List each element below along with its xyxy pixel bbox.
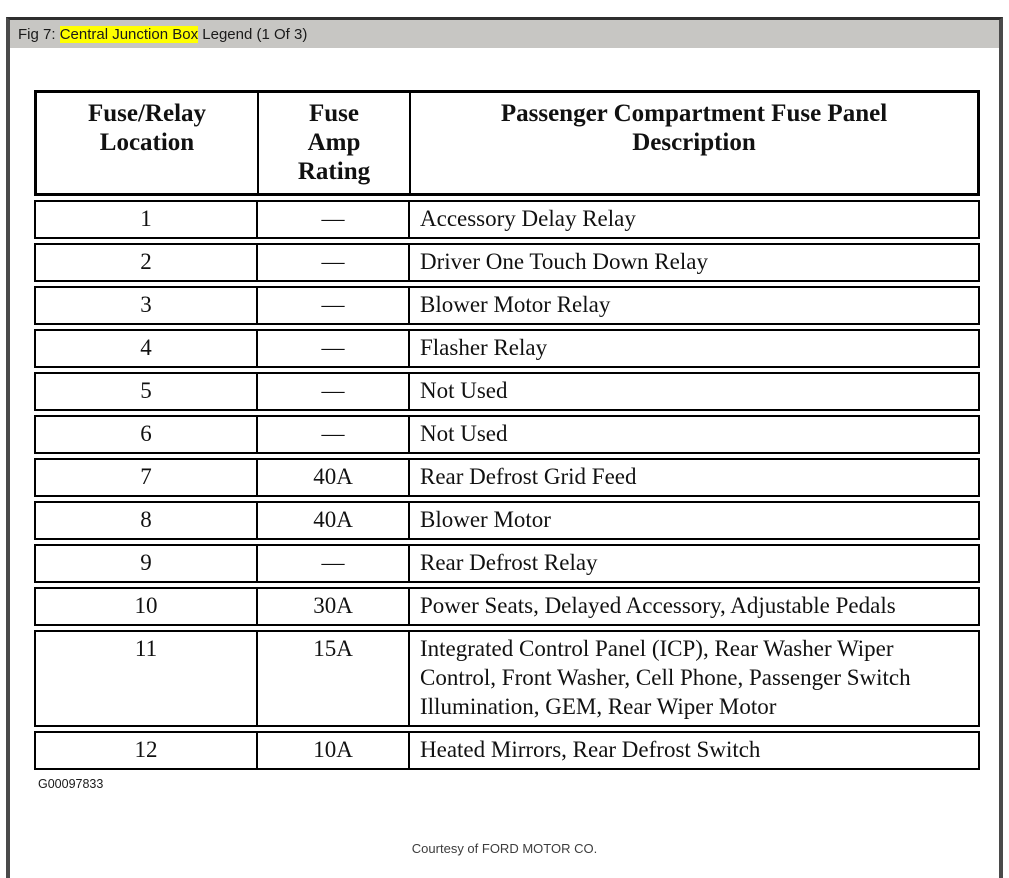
figure-title-prefix: Fig 7:: [18, 25, 60, 43]
fuse-amp-cell: 15A: [256, 632, 408, 725]
fuse-location-cell: 11: [134, 635, 158, 661]
description-cell: Flasher Relay: [408, 331, 978, 366]
header-fuse-amp-rating: [257, 93, 409, 193]
fuse-location-cell: 6: [140, 421, 152, 447]
table-row: [34, 458, 980, 497]
fuse-amp-cell: —: [256, 546, 408, 581]
table-row: [34, 630, 980, 727]
table-row: [34, 544, 980, 583]
header-line: Location: [99, 128, 195, 156]
fuse-location-cell: 7: [140, 464, 152, 490]
fuse-location-cell: 8: [140, 507, 152, 533]
fuse-amp-cell: —: [256, 331, 408, 366]
fuse-amp-cell: 40A: [256, 460, 408, 495]
fuse-location-cell: 5: [140, 378, 152, 404]
fuse-location-cell: 12: [134, 736, 158, 762]
figure-title-suffix: Legend (1 Of 3): [198, 25, 308, 43]
figure-title-highlight: Central Junction Box: [59, 25, 199, 43]
table-row: [34, 200, 980, 239]
description-cell: Not Used: [408, 417, 978, 452]
header-line: Description: [632, 128, 756, 156]
fuse-panel-legend-table: [34, 90, 980, 770]
table-row: [34, 329, 980, 368]
description-cell: Integrated Control Panel (ICP), Rear Washer Wiper Control, Front Washer, Cell Phone, Passenger Switch Illumination, GEM, Rear Wiper Motor: [408, 632, 978, 725]
figure-id: G00097833: [38, 776, 104, 791]
courtesy-note: Courtesy of FORD MOTOR CO.: [411, 841, 598, 856]
fuse-amp-cell: 10A: [256, 733, 408, 768]
description-cell: Driver One Touch Down Relay: [408, 245, 978, 280]
table-header-row: [34, 90, 980, 196]
header-line: Amp: [307, 128, 361, 156]
table-row: [34, 286, 980, 325]
header-fuse-relay-location: [37, 93, 257, 193]
fuse-amp-cell: 30A: [256, 589, 408, 624]
fuse-amp-cell: —: [256, 288, 408, 323]
table-row: [34, 501, 980, 540]
fuse-amp-cell: —: [256, 245, 408, 280]
table-row: [34, 587, 980, 626]
description-cell: Heated Mirrors, Rear Defrost Switch: [408, 733, 978, 768]
fuse-location-cell: 9: [140, 550, 152, 575]
fuse-location-cell: 4: [140, 335, 152, 361]
header-line: Fuse/Relay: [87, 100, 207, 127]
description-cell: Rear Defrost Relay: [408, 546, 978, 581]
description-cell: Not Used: [408, 374, 978, 409]
header-line: Fuse: [309, 100, 359, 127]
fuse-location-cell: 3: [140, 292, 152, 318]
fuse-amp-cell: —: [256, 374, 408, 409]
document-content: [10, 48, 999, 791]
figure-title-bar: [10, 20, 999, 48]
table-row: [34, 415, 980, 454]
table-row: [34, 731, 980, 770]
description-cell: Accessory Delay Relay: [408, 202, 978, 237]
fuse-amp-cell: —: [256, 202, 408, 237]
table-row: [34, 243, 980, 282]
fuse-location-cell: 2: [140, 249, 152, 275]
description-cell: Blower Motor: [408, 503, 978, 538]
header-line: Passenger Compartment Fuse Panel: [500, 100, 888, 127]
viewer-frame: [6, 17, 1003, 878]
fuse-amp-cell: 40A: [256, 503, 408, 538]
fuse-amp-cell: —: [256, 417, 408, 452]
description-cell: Blower Motor Relay: [408, 288, 978, 323]
description-cell: Rear Defrost Grid Feed: [408, 460, 978, 495]
description-cell: Power Seats, Delayed Accessory, Adjustable Pedals: [408, 589, 978, 624]
fuse-location-cell: 10: [134, 592, 158, 618]
header-line: Rating: [297, 157, 371, 185]
table-row: [34, 372, 980, 411]
header-description: [409, 93, 977, 193]
fuse-location-cell: 1: [140, 206, 152, 232]
